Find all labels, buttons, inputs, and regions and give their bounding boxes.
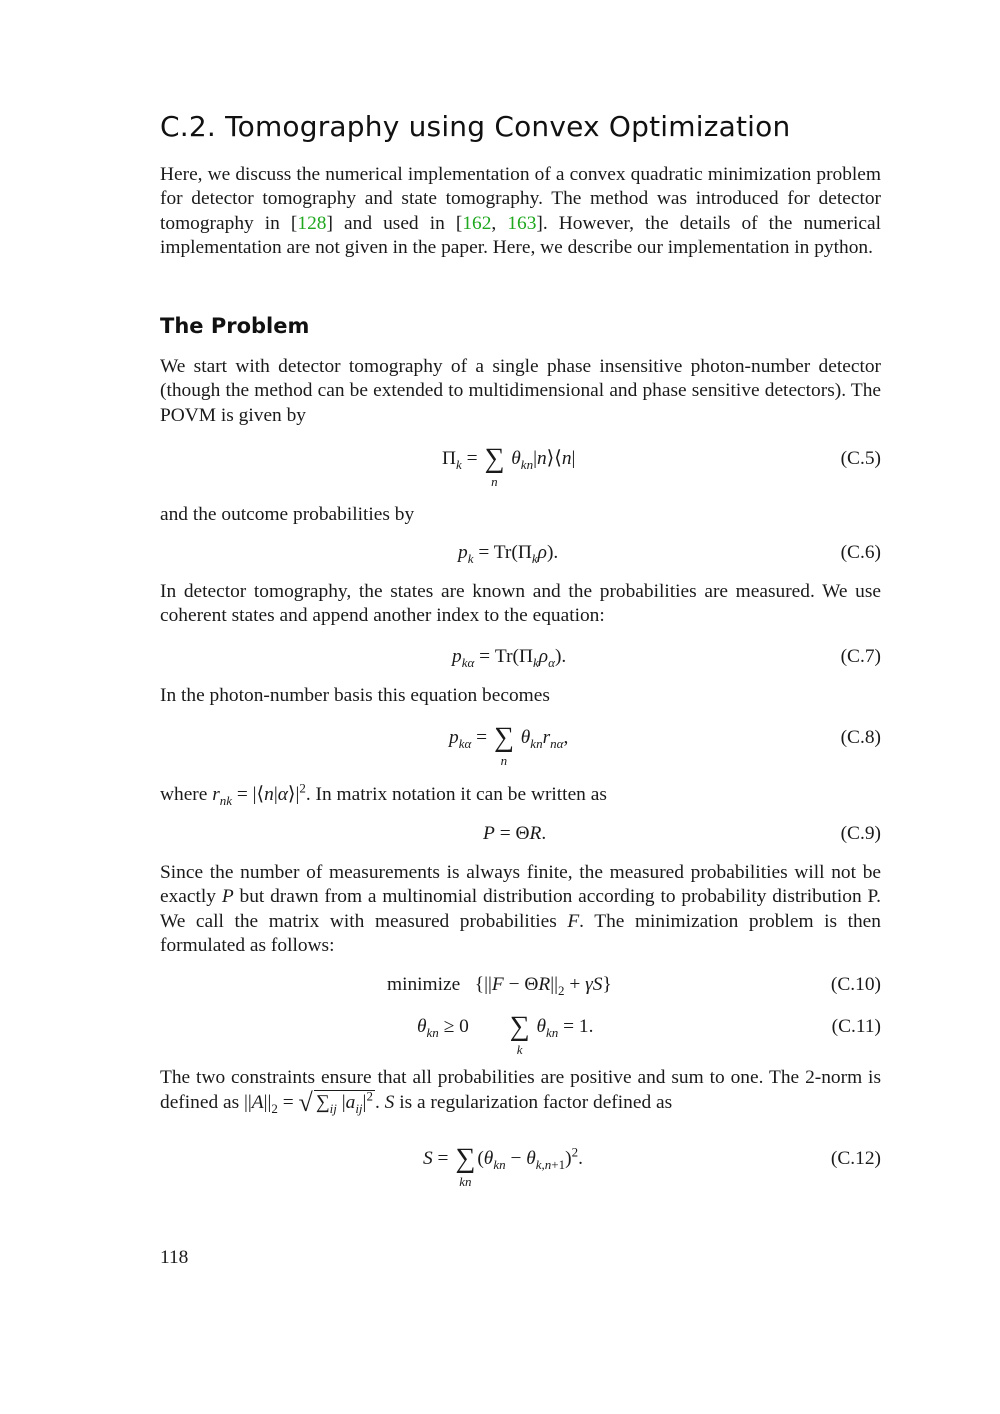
equation-word: minimize	[387, 974, 461, 995]
equation-body: minimize $\{||F - \Theta R||_2 + \gamma S\}$	[387, 974, 612, 998]
paragraph-where: where $r_{nk}$ = $|⟨n|\alpha⟩|^2$. In matrix notation it can be written as	[160, 780, 607, 808]
text-run: ] and used in [	[326, 212, 463, 234]
paragraph-measurements: Since the number of measurements is always finite, the measured probabilities will not be exactly P but drawn from a multinomial distribution according to probability distribution P. We call the matrix with measured probabilities F. The minimization problem is then formulated as follows:	[160, 862, 881, 957]
text-run: . The minimization problem is then formulated as follows:	[160, 910, 881, 957]
intro-paragraph	[160, 163, 881, 261]
equation-number: (C.9)	[840, 823, 881, 844]
equation-body: $\Pi_k$ = ∑ n $\theta_{kn}|n⟩⟨n|$	[442, 443, 576, 489]
text-run: is a regularization factor defined as	[394, 1092, 673, 1114]
equation-c8	[160, 722, 881, 768]
equation-number: (C.12)	[830, 1148, 881, 1169]
equation-number: (C.6)	[840, 542, 881, 563]
paragraph-outcome: and the outcome probabilities by	[160, 504, 415, 525]
page-number: 118	[160, 1247, 189, 1268]
section-title: C.2. Tomography using Convex Optimization	[160, 110, 791, 143]
equation-c11	[160, 1011, 881, 1057]
equation-c7	[160, 642, 881, 672]
text-run: . In matrix notation it can be written as	[305, 784, 607, 805]
equation-body: $p_k = Tr(\Pi_k\rho)$.	[458, 542, 559, 566]
subsection-title: The Problem	[160, 314, 310, 338]
equation-c12	[160, 1143, 881, 1189]
text-run: but drawn from a multinomial distribution according to probability distribution P. We call the matrix with measured probabilities	[160, 886, 881, 932]
paragraph-constraints: The two constraints ensure that all probabilities are positive and sum to one. The 2-norm is defined as $||A||_2$ = √ $\sum_{ij}$ $|a_{ij}|^2$ . S is a regularization factor defined as	[160, 1067, 881, 1118]
equation-number: (C.7)	[840, 646, 881, 667]
text-run: ]. However, the details of the numerical implementation are not given in the paper. Here, we describe our implementation in python.	[160, 212, 881, 259]
equation-c6	[160, 538, 881, 568]
equation-c10	[160, 970, 881, 1000]
equation-body: $p_{k\alpha} = Tr(\Pi_k\rho_\alpha)$.	[452, 646, 567, 670]
paragraph-detector-tomography: In detector tomography, the states are known and the probabilities are measured. We use coherent states and append another index to the equation:	[160, 581, 881, 627]
equation-body: S = ∑ kn $(\theta_{kn} - \theta_{k,n+1})^2$.	[423, 1143, 583, 1189]
text-run: where	[160, 784, 213, 805]
citation-link-128[interactable]: 128	[297, 212, 327, 234]
equation-number: (C.5)	[840, 448, 881, 469]
text-run: The two constraints ensure that all probabilities are positive and sum to one. The 2-norm is defined as	[160, 1067, 881, 1114]
equation-body: P = ΘR.	[483, 823, 547, 844]
equation-body: $p_{k\alpha}$ = ∑ n $\theta_{kn}r_{n\alpha}$,	[449, 722, 569, 768]
citation-link-163[interactable]: 163	[507, 212, 537, 234]
equation-number: (C.10)	[830, 974, 881, 995]
equation-number: (C.8)	[840, 727, 881, 748]
paragraph-photon-number: In the photon-number basis this equation becomes	[160, 685, 550, 706]
text-run: Since the number of measurements is always finite, the measured probabilities will not be exactly	[160, 862, 881, 908]
citation-link-162[interactable]: 162	[462, 212, 492, 234]
equation-number: (C.11)	[831, 1016, 881, 1037]
equation-c9	[160, 819, 881, 849]
paragraph-povm: We start with detector tomography of a single phase insensitive photon-number detector (though the method can be extended to multidimensional and phase sensitive detectors). The POVM is given by	[160, 356, 881, 426]
equation-c5	[160, 443, 881, 489]
text-run: Here, we discuss the numerical implementation of a convex quadratic minimization problem for detector tomography and state tomography. The method was introduced for detector tomography in [	[160, 164, 881, 234]
text-run: ,	[491, 212, 508, 234]
equation-body: $\theta_{kn} \ge 0$ ∑ k $\theta_{kn} = 1$.	[417, 1011, 594, 1057]
